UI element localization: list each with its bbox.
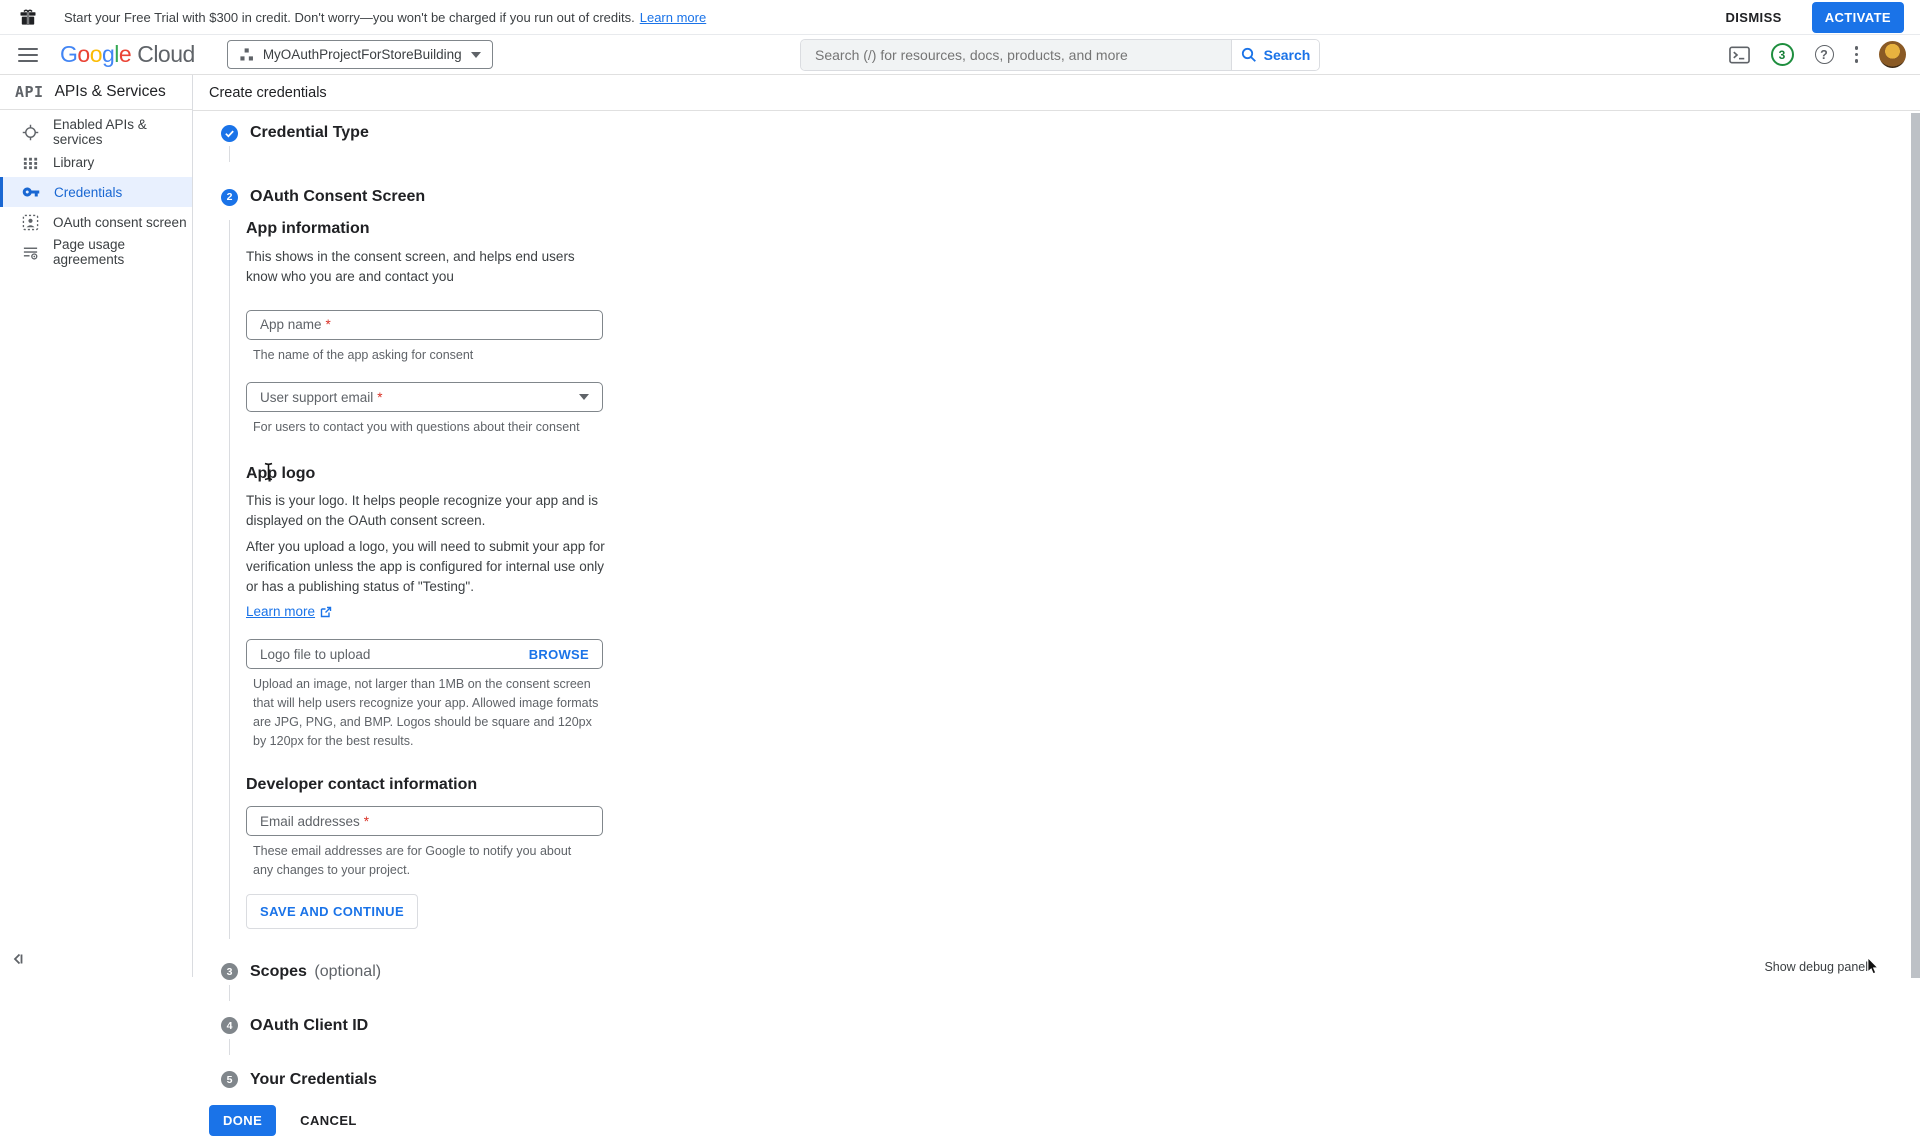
sidebar-item-page-usage[interactable] bbox=[0, 237, 192, 267]
step3-title: Scopes bbox=[250, 962, 307, 980]
library-grid-icon bbox=[22, 154, 39, 171]
sidebar-item-label: Page usage agreements bbox=[53, 237, 126, 267]
collapse-sidebar-button[interactable] bbox=[10, 951, 26, 972]
banner-message: Start your Free Trial with $300 in credit. Don't worry—you won't be charged if you run out of credits. bbox=[64, 9, 635, 25]
logo-upload-label: Logo file to upload bbox=[260, 646, 371, 662]
cloud-shell-button[interactable] bbox=[1729, 46, 1750, 64]
step-connector bbox=[229, 985, 230, 1001]
support-email-label: User support email bbox=[260, 389, 374, 405]
step4-circle: 4 bbox=[221, 1017, 238, 1034]
step5-circle: 5 bbox=[221, 1071, 238, 1088]
google-cloud-logo[interactable] bbox=[60, 41, 195, 68]
gift-icon bbox=[18, 7, 38, 27]
search-button-label: Search bbox=[1263, 47, 1311, 63]
project-name: MyOAuthProjectForStoreBuilding bbox=[262, 47, 462, 62]
step-oauth-client-id[interactable] bbox=[221, 1017, 1920, 1035]
avatar[interactable] bbox=[1879, 41, 1906, 68]
browse-button[interactable]: BROWSE bbox=[528, 646, 589, 662]
logo-letter: l bbox=[114, 41, 119, 67]
required-asterisk: * bbox=[363, 813, 370, 829]
free-trial-banner bbox=[0, 0, 1920, 35]
app-information-heading: App information bbox=[246, 220, 370, 237]
sidebar-item-enabled-apis[interactable] bbox=[0, 117, 192, 147]
dismiss-button[interactable]: DISMISS bbox=[1725, 9, 1782, 25]
step5-title: Your Credentials bbox=[250, 1070, 377, 1088]
check-icon bbox=[224, 128, 235, 139]
required-asterisk: * bbox=[325, 317, 331, 332]
app-name-label: App name bbox=[260, 317, 322, 332]
step-credential-type[interactable] bbox=[221, 124, 1920, 142]
sidebar-item-credentials[interactable] bbox=[0, 177, 192, 207]
create-credentials-stepper bbox=[193, 111, 1920, 1136]
sidebar-header bbox=[0, 75, 192, 110]
oauth-consent-form bbox=[229, 220, 1920, 939]
sidebar-item-label: OAuth consent screen bbox=[53, 214, 187, 230]
sidebar-item-oauth-consent[interactable] bbox=[0, 207, 192, 237]
key-icon bbox=[22, 183, 40, 201]
help-button[interactable] bbox=[1815, 45, 1834, 64]
help-icon: ? bbox=[1815, 45, 1834, 64]
sidebar-item-label: Library bbox=[53, 154, 95, 170]
main-content bbox=[193, 75, 1920, 1128]
app-header bbox=[0, 35, 1920, 75]
step-your-credentials[interactable] bbox=[221, 1071, 1920, 1089]
mouse-cursor bbox=[1867, 958, 1880, 975]
app-name-input[interactable] bbox=[246, 310, 603, 340]
notification-count-badge: 3 bbox=[1771, 43, 1794, 66]
logo-upload-helper: Upload an image, not larger than 1MB on the consent screen that will help users recognize your app. Allowed image formats are JPG, PNG, and BMP. Logos should be square and 120px by 120px for the best results. bbox=[253, 677, 599, 748]
consent-screen-icon bbox=[22, 214, 39, 231]
enabled-apis-icon bbox=[22, 124, 39, 141]
required-asterisk: * bbox=[377, 389, 383, 405]
agreements-icon bbox=[22, 244, 39, 261]
sidebar bbox=[0, 75, 193, 977]
vertical-scrollbar[interactable] bbox=[1911, 113, 1920, 978]
logo-letter: o bbox=[77, 41, 90, 67]
step4-title: OAuth Client ID bbox=[250, 1016, 369, 1034]
step1-circle bbox=[221, 125, 238, 142]
notifications-button[interactable] bbox=[1771, 43, 1794, 66]
menu-icon[interactable] bbox=[18, 48, 38, 62]
step-connector bbox=[229, 146, 230, 162]
app-name-helper: The name of the app asking for consent bbox=[253, 347, 474, 362]
sidebar-item-label: Enabled APIs & services bbox=[53, 117, 147, 147]
sidebar-item-label: Credentials bbox=[54, 184, 123, 200]
logo-letter: o bbox=[89, 41, 102, 67]
search-field[interactable] bbox=[801, 40, 1231, 70]
logo-cloud-text: Cloud bbox=[137, 41, 195, 67]
email-addresses-input[interactable] bbox=[246, 806, 603, 836]
app-logo-description-2: After you upload a logo, you will need to submit your app for verification unless the app is configured for internal use only or has a publishing status of "Testing". bbox=[246, 538, 605, 594]
sidebar-title: APIs & Services bbox=[54, 83, 166, 100]
app-information-description: This shows in the consent screen, and helps end users know who you are and contact you bbox=[246, 249, 575, 285]
external-link-icon bbox=[320, 606, 332, 618]
developer-contact-heading: Developer contact information bbox=[246, 776, 478, 794]
project-selector[interactable] bbox=[227, 40, 493, 69]
cloud-shell-icon bbox=[1729, 46, 1750, 64]
learn-more-link[interactable]: Learn more bbox=[246, 604, 316, 620]
step1-title: Credential Type bbox=[250, 124, 369, 141]
page-title: Create credentials bbox=[209, 84, 327, 101]
global-search bbox=[800, 39, 1320, 71]
show-debug-panel-link[interactable]: Show debug panel bbox=[1764, 960, 1868, 974]
search-icon bbox=[1241, 47, 1257, 63]
step3-circle: 3 bbox=[221, 963, 238, 980]
chevron-down-icon bbox=[579, 394, 589, 400]
logo-upload-input[interactable] bbox=[246, 639, 603, 669]
email-addresses-label: Email addresses bbox=[260, 813, 360, 829]
step-oauth-consent-screen[interactable] bbox=[221, 188, 1920, 206]
done-button[interactable]: DONE bbox=[209, 1105, 276, 1136]
user-support-email-select[interactable] bbox=[246, 382, 603, 412]
app-logo-description-1: This is your logo. It helps people recognize your app and is displayed on the OAuth consent screen. bbox=[246, 493, 598, 529]
kebab-icon bbox=[1855, 46, 1859, 63]
chevron-down-icon bbox=[471, 52, 481, 58]
logo-letter: G bbox=[60, 41, 78, 67]
search-input[interactable] bbox=[815, 47, 1217, 63]
search-button[interactable] bbox=[1231, 40, 1319, 70]
banner-learn-more-link[interactable]: Learn more bbox=[639, 9, 707, 25]
cancel-button[interactable]: CANCEL bbox=[300, 1112, 357, 1128]
collapse-arrow-icon bbox=[10, 951, 26, 967]
step2-circle: 2 bbox=[221, 189, 238, 206]
logo-letter: e bbox=[118, 41, 132, 67]
developer-contact-helper: These email addresses are for Google to notify you about any changes to your project. bbox=[253, 844, 572, 877]
project-icon bbox=[239, 47, 254, 62]
apis-services-logo: API bbox=[15, 83, 44, 101]
step2-title: OAuth Consent Screen bbox=[250, 188, 426, 205]
step-connector bbox=[229, 1039, 230, 1055]
app-logo-heading: App logo bbox=[246, 465, 316, 482]
more-options-button[interactable] bbox=[1855, 46, 1859, 63]
activate-button[interactable]: ACTIVATE bbox=[1812, 2, 1904, 33]
support-email-helper: For users to contact you with questions about their consent bbox=[253, 420, 580, 435]
sidebar-item-library[interactable] bbox=[0, 147, 192, 177]
save-and-continue-button[interactable]: SAVE AND CONTINUE bbox=[246, 894, 418, 929]
step-scopes[interactable] bbox=[221, 963, 1920, 981]
step3-optional-label: (optional) bbox=[314, 962, 382, 980]
logo-letter: g bbox=[101, 41, 115, 67]
